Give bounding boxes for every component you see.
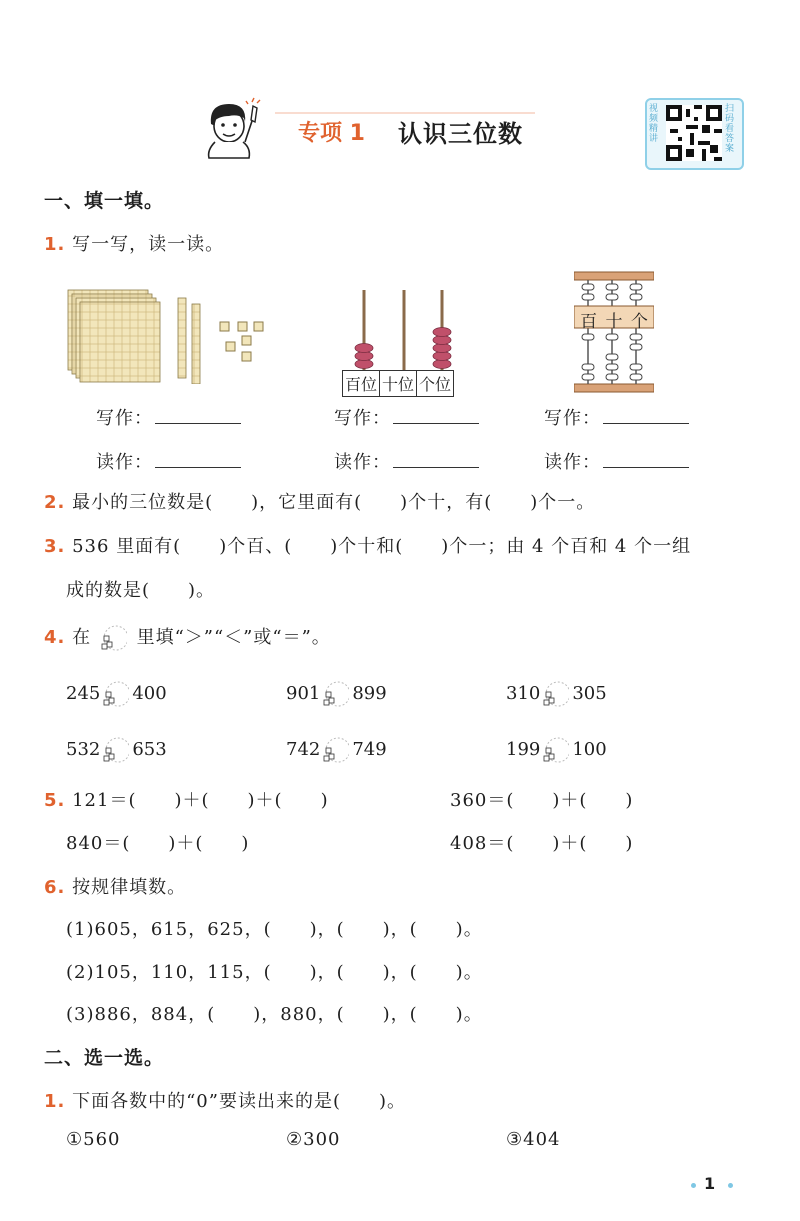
compare-right: 653 — [132, 739, 167, 760]
cartoon-boy-icon — [203, 96, 265, 162]
write-answer-3[interactable] — [544, 404, 689, 430]
question-number: 3. — [44, 536, 66, 557]
question-5 — [44, 786, 329, 812]
decompose-item[interactable]: 840＝( )＋( ) — [66, 833, 250, 854]
abacus-rods — [336, 288, 466, 370]
one-cube-5 — [242, 336, 251, 345]
section-heading-choose: 二、选一选。 — [44, 1047, 165, 1069]
abacus-label-ones: 个位 — [419, 375, 452, 394]
question-number: 1. — [44, 1091, 66, 1112]
footer-dot-right — [728, 1183, 733, 1188]
qr-code-icon — [666, 104, 722, 162]
compare-item[interactable] — [286, 678, 387, 710]
counter-label-hundreds: 百 — [580, 312, 598, 332]
read-label: 读作： — [96, 452, 153, 473]
question-number: 5. — [44, 790, 66, 811]
compare-circle-icon[interactable] — [103, 734, 129, 766]
answer-line[interactable] — [155, 451, 241, 468]
question-3 — [44, 532, 691, 558]
abacus-label-tens: 十位 — [380, 371, 417, 396]
write-answer-2[interactable] — [334, 404, 479, 430]
write-label: 写作： — [544, 408, 601, 429]
read-answer-2[interactable] — [334, 448, 479, 474]
compare-circle-icon[interactable] — [543, 734, 569, 766]
write-label: 写作： — [334, 408, 391, 429]
counting-frame-picture — [574, 270, 654, 394]
question-number: 1. — [44, 234, 66, 255]
write-answer-1[interactable] — [96, 404, 241, 430]
question-text-before: 在 — [72, 627, 92, 648]
page-number: 1 — [704, 1174, 716, 1193]
question-number: 2. — [44, 492, 66, 513]
compare-left: 901 — [286, 683, 321, 704]
compare-circle-icon[interactable] — [103, 678, 129, 710]
compare-circle-icon[interactable] — [323, 734, 349, 766]
one-cube-2 — [238, 322, 247, 331]
sequence-item[interactable]: (3)886，884，( )，880，( )，( )。 — [66, 1004, 483, 1025]
ten-rod-2 — [192, 304, 200, 384]
sequence-item[interactable]: (2)105，110，115，( )，( )，( )。 — [66, 962, 483, 983]
compare-item[interactable] — [286, 734, 387, 766]
choice-option-2[interactable]: ②300 — [286, 1129, 341, 1150]
qr-side-label-right: 扫码看答案 — [725, 104, 735, 154]
question-text: 按规律填数。 — [72, 877, 187, 898]
question-1 — [44, 230, 224, 256]
compare-circle-icon — [101, 622, 127, 654]
read-answer-3[interactable] — [544, 448, 689, 474]
question-3-line2: 成的数是( )。 — [66, 580, 216, 601]
question-4 — [44, 622, 331, 654]
compare-circle-icon[interactable] — [323, 678, 349, 710]
counting-frame-labels — [576, 307, 652, 332]
abacus-label-bar — [342, 370, 454, 397]
write-label: 写作： — [96, 408, 153, 429]
read-answer-1[interactable] — [96, 448, 241, 474]
question-text-line1: 536 里面有( )个百、( )个十和( )个一；由 4 个百和 4 个一组 — [72, 536, 692, 557]
hundred-flat-4 — [80, 302, 160, 382]
counting-frame — [574, 270, 654, 394]
answer-line[interactable] — [603, 451, 689, 468]
choice-option-1[interactable]: ①560 — [66, 1129, 121, 1150]
compare-right: 100 — [572, 739, 607, 760]
question-text: 最小的三位数是( )，它里面有( )个十，有( )个一。 — [72, 492, 596, 513]
compare-left: 742 — [286, 739, 321, 760]
read-label: 读作： — [544, 452, 601, 473]
question-text-after: 里填“＞”“＜”或“＝”。 — [136, 627, 331, 648]
choice-question-1 — [44, 1087, 406, 1113]
read-label: 读作： — [334, 452, 391, 473]
one-cube-6 — [242, 352, 251, 361]
qr-side-label-left: 视频精讲 — [649, 104, 659, 144]
qr-code-panel[interactable] — [645, 98, 744, 170]
question-text: 下面各数中的“0”要读出来的是( )。 — [72, 1091, 407, 1112]
one-cube-4 — [226, 342, 235, 351]
decompose-item[interactable]: 360＝( )＋( ) — [450, 790, 634, 811]
question-number: 6. — [44, 877, 66, 898]
ten-rod-1 — [178, 298, 186, 378]
sequence-item[interactable]: (1)605，615，625，( )，( )，( )。 — [66, 919, 483, 940]
compare-item[interactable] — [66, 734, 167, 766]
section-heading-fill: 一、填一填。 — [44, 190, 165, 212]
question-2 — [44, 488, 595, 514]
compare-right: 305 — [572, 683, 607, 704]
compare-item[interactable] — [66, 678, 167, 710]
question-text: 写一写，读一读。 — [72, 234, 225, 255]
compare-circle-icon[interactable] — [543, 678, 569, 710]
decompose-item[interactable]: 408＝( )＋( ) — [450, 833, 634, 854]
compare-left: 310 — [506, 683, 541, 704]
page-title: 认识三位数 — [398, 120, 523, 148]
topic-label: 专项 1 — [298, 121, 365, 146]
counter-label-tens: 十 — [605, 312, 623, 332]
abacus-label-hundreds: 百位 — [343, 371, 380, 396]
choice-option-3[interactable]: ③404 — [506, 1129, 561, 1150]
counter-label-ones: 个 — [630, 312, 648, 332]
compare-right: 749 — [352, 739, 387, 760]
compare-item[interactable] — [506, 678, 607, 710]
compare-right: 899 — [352, 683, 387, 704]
compare-item[interactable] — [506, 734, 607, 766]
question-6 — [44, 873, 186, 899]
compare-left: 245 — [66, 683, 101, 704]
base-ten-blocks-picture — [66, 288, 276, 384]
one-cube-3 — [254, 322, 263, 331]
answer-line[interactable] — [393, 407, 479, 424]
one-cube-1 — [220, 322, 229, 331]
compare-left: 532 — [66, 739, 101, 760]
compare-left: 199 — [506, 739, 541, 760]
answer-line[interactable] — [603, 407, 689, 424]
compare-right: 400 — [132, 683, 167, 704]
footer-dot-left — [691, 1183, 696, 1188]
decompose-item[interactable]: 121＝( )＋( )＋( ) — [72, 790, 329, 811]
question-number: 4. — [44, 627, 66, 648]
answer-line[interactable] — [155, 407, 241, 424]
answer-line[interactable] — [393, 451, 479, 468]
abacus-picture — [336, 288, 466, 396]
